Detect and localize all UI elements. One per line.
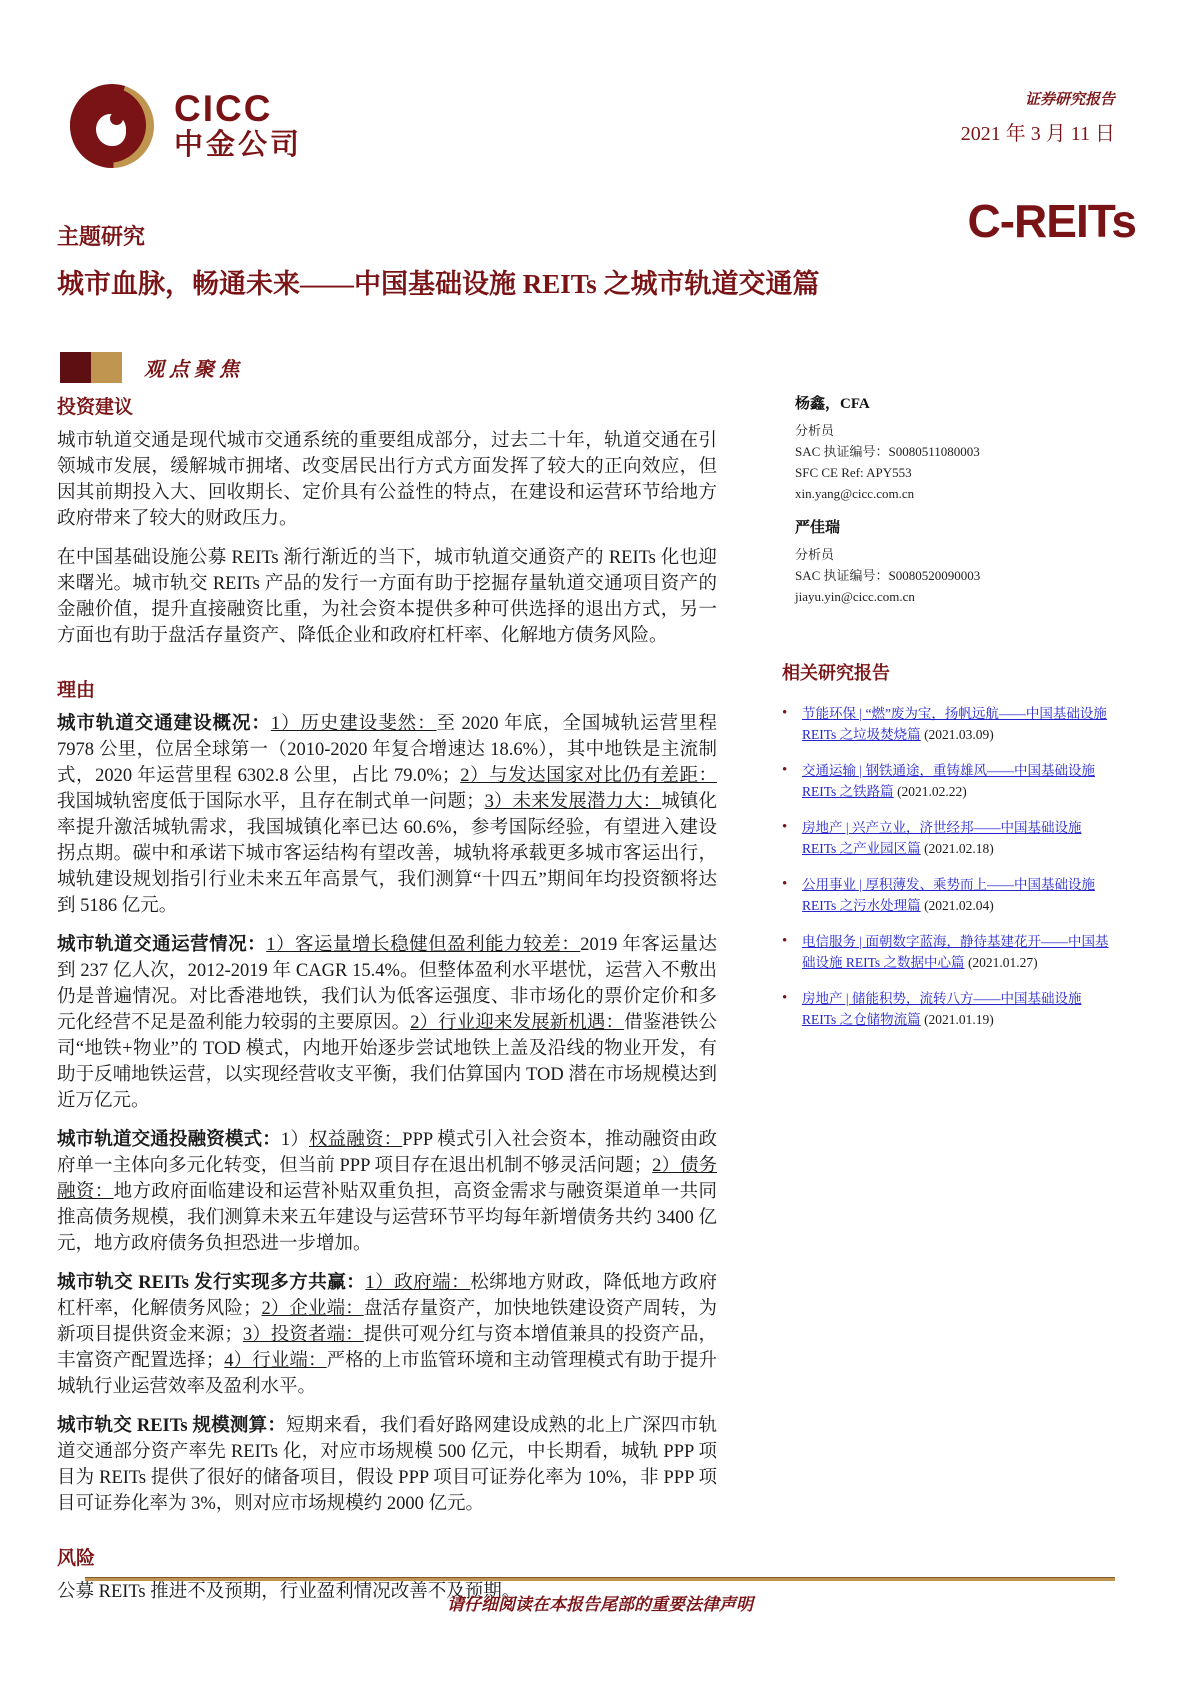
text-run: 盘活存量资产，加快地铁建设资产周转，为新项目提供资金来源；	[57, 1299, 717, 1345]
related-report-link[interactable]: 交通运输 | 钢铁通途，重铸雄风——中国基础设施 REITs 之铁路篇	[802, 763, 1095, 799]
cicc-logo-icon	[70, 84, 154, 168]
text-run: 城市轨交 REITs 发行实现多方共赢：	[57, 1273, 366, 1293]
paragraph	[57, 545, 717, 649]
related-report-text	[802, 703, 1118, 745]
text-run: 1）客运量增长稳健但盈利能力较差：	[266, 935, 581, 955]
related-report-item	[782, 760, 1118, 802]
text-run: 2）与发达国家对比仍有差距：	[460, 766, 717, 786]
text-run: 公募 REITs 推进不及预期，行业盈利情况改善不及预期。	[57, 1582, 521, 1602]
bullet-icon: •	[782, 933, 788, 949]
analyst-detail: SFC CE Ref: APY553	[795, 465, 912, 480]
focus-label: 观点聚焦	[144, 359, 244, 381]
paragraph	[57, 932, 717, 1114]
bullet-icon: •	[782, 876, 788, 892]
product-name: C-REITs	[967, 195, 1136, 247]
text-run: 1）历史建设斐然：	[270, 714, 437, 734]
section-heading: 投资建议	[57, 397, 134, 418]
paragraph	[57, 711, 717, 919]
analyst-name: 杨鑫，CFA	[795, 396, 870, 412]
report-date: 2021 年 3 月 11 日	[960, 123, 1115, 145]
analyst-detail: xin.yang@cicc.com.cn	[795, 486, 915, 501]
bullet-icon: •	[782, 705, 788, 721]
related-report-item	[782, 931, 1118, 973]
text-run: 2019 年客运量达到 237 亿人次，2012-2019 年 CAGR 15.4%。但整体盈利水平堪忧，运营入不敷出仍是普遍情况。对比香港地铁，我们认为低客运强度、非市场化的票价定价和多元化经营不足是盈利能力较弱的主要原因。	[57, 935, 717, 1033]
logo-text	[174, 90, 302, 162]
analyst-detail: SAC 执证编号：S0080511080003	[795, 444, 980, 459]
related-reports	[782, 659, 1118, 1030]
analyst-role: 分析员	[795, 547, 835, 562]
text-run: 城市轨交 REITs 规模测算：	[57, 1416, 287, 1436]
text-run: 城镇化率提升激活城轨需求，我国城镇化率已达 60.6%，参考国际经验，有望进入建设拐点期。碳中和承诺下城市客运结构有望改善，城轨将承载更多城市客运出行，城轨建设规划指引行业未来五年高景气，我们测算“十四五”期间年均投资额将达到 5186 亿元。	[57, 792, 717, 916]
section-reasons	[57, 675, 717, 1517]
related-report-text	[802, 931, 1118, 973]
related-report-text	[802, 760, 1118, 802]
text-run: 1）政府端：	[365, 1273, 471, 1293]
related-reports-list	[782, 703, 1118, 1030]
text-run: 2）债务融资：	[57, 1156, 717, 1202]
text-run: 地方政府面临建设和运营补贴双重负担，高资金需求与融资渠道单一共同推高债务规模，我们测算未来五年建设与运营环节平均每年新增债务共约 3400 亿元，地方政府债务负担恐进一步增加。	[57, 1182, 717, 1254]
report-type-label: 证券研究报告	[1024, 92, 1115, 108]
text-run: 借鉴港铁公司“地铁+物业”的 TOD 模式，内地开始逐步尝试地铁上盖及沿线的物业开发，有助于反哺地铁运营，以实现经营收支平衡，我们估算国内 TOD 潜在市场规模达到近万亿元。	[57, 1013, 717, 1111]
related-report-link[interactable]: 公用事业 | 厚积薄发、乘势而上——中国基础设施 REITs 之污水处理篇	[802, 877, 1095, 913]
related-reports-heading: 相关研究报告	[782, 663, 890, 683]
related-report-date: (2021.01.19)	[920, 1012, 994, 1027]
related-report-link[interactable]: 电信服务 | 面朝数字蓝海，静待基建花开——中国基础设施 REITs 之数据中心篇	[802, 934, 1109, 970]
section-heading: 理由	[57, 680, 96, 701]
gold-square-icon	[91, 352, 122, 383]
bullet-icon: •	[782, 762, 788, 778]
cicc-logo	[70, 84, 302, 168]
report-body	[57, 392, 717, 1605]
related-report-link[interactable]: 节能环保 | “燃”废为宝，扬帆远航——中国基础设施 REITs 之垃圾焚烧篇	[802, 706, 1107, 742]
text-run: 在中国基础设施公募 REITs 渐行渐近的当下，城市轨道交通资产的 REITs 化也迎来曙光。城市轨交 REITs 产品的发行一方面有助于挖掘存量轨道交通项目资产的金融价值，提升直接融资比重，为社会资本提供多种可供选择的退出方式，另一方面也有助于盘活存量资产、降低企业和政府杠杆率、化解地方债务风险。	[57, 548, 717, 646]
related-report-date: (2021.02.04)	[920, 898, 994, 913]
sidebar	[782, 392, 1118, 1045]
text-run: 城市轨道交通投融资模式：	[57, 1130, 281, 1150]
text-run: 3）未来发展潜力大：	[484, 792, 662, 812]
text-run: 权益融资：	[308, 1130, 403, 1150]
analyst-block	[782, 392, 1118, 607]
focus-banner	[60, 352, 244, 383]
logo-swirl-dot	[110, 112, 123, 125]
text-run: 1）	[280, 1130, 309, 1150]
paragraph	[57, 1413, 717, 1517]
text-run: 3）投资者端：	[242, 1325, 364, 1345]
text-run: 我国城轨密度低于国际水平，且存在制式单一问题；	[57, 792, 485, 812]
related-report-item	[782, 703, 1118, 745]
maroon-square-icon	[60, 352, 91, 383]
related-report-text	[802, 988, 1118, 1030]
text-run: PPP 模式引入社会资本，推动融资由政府单一主体向多元化转变，但当前 PPP 项目存在退出机制不够灵活问题；	[57, 1130, 717, 1176]
related-report-text	[802, 874, 1118, 916]
report-category: 主题研究	[57, 224, 146, 249]
header-right	[961, 88, 1115, 146]
related-report-item	[782, 874, 1118, 916]
analyst-role: 分析员	[795, 423, 835, 438]
report-title: 城市血脉，畅通未来——中国基础设施 REITs 之城市轨道交通篇	[57, 269, 820, 299]
analyst-card	[782, 516, 1118, 607]
text-run: 城市轨道交通是现代城市交通系统的重要组成部分，过去二十年，轨道交通在引领城市发展，缓解城市拥堵、改变居民出行方式方面发挥了较大的正向效应，但因其前期投入大、回收期长、定价具有公益性的特点，在建设和运营环节给地方政府带来了较大的财政压力。	[57, 431, 717, 529]
logo-text-en: CICC	[174, 88, 273, 129]
text-run: 严格的上市监管环境和主动管理模式有助于提升城轨行业运营效率及盈利水平。	[57, 1351, 717, 1397]
related-report-date: (2021.03.09)	[920, 727, 994, 742]
footer-divider	[85, 1577, 1115, 1581]
paragraph	[57, 1127, 717, 1257]
related-report-item	[782, 817, 1118, 859]
section-investment-advice	[57, 392, 717, 649]
related-report-date: (2021.02.18)	[920, 841, 994, 856]
paragraph	[57, 1270, 717, 1400]
related-report-date: (2021.02.22)	[893, 784, 967, 799]
related-report-link[interactable]: 房地产 | 兴产立业，济世经邦——中国基础设施 REITs 之产业园区篇	[802, 820, 1082, 856]
text-run: 2）企业端：	[261, 1299, 364, 1319]
text-run: 2）行业迎来发展新机遇：	[410, 1013, 625, 1033]
text-run: 提供可观分红与资本增值兼具的投资产品，丰富资产配置选择；	[57, 1325, 717, 1371]
text-run: 松绑地方财政，降低地方政府杠杆率，化解债务风险；	[57, 1273, 717, 1319]
text-run: 至 2020 年底，全国城轨运营里程 7978 公里，位居全球第一（2010-2020 年复合增速达 18.6%），其中地铁是主流制式，2020 年运营里程 6302.8 公里，占比 79.0%；	[57, 714, 717, 786]
analyst-detail: jiayu.yin@cicc.com.cn	[795, 589, 915, 604]
text-run: 城市轨道交通运营情况：	[57, 935, 267, 955]
analyst-name: 严佳瑞	[795, 520, 841, 536]
analyst-detail: SAC 执证编号：S0080520090003	[795, 568, 981, 583]
bullet-icon: •	[782, 990, 788, 1006]
bullet-icon: •	[782, 819, 788, 835]
legal-disclaimer: 请仔细阅读在本报告尾部的重要法律声明	[447, 1595, 753, 1614]
paragraph	[57, 428, 717, 532]
related-report-item	[782, 988, 1118, 1030]
related-report-text	[802, 817, 1118, 859]
text-run: 短期来看，我们看好路网建设成熟的北上广深四市轨道交通部分资产率先 REITs 化，对应市场规模 500 亿元，中长期看，城轨 PPP 项目为 REITs 提供了很好的储备项目，假设 PPP 项目可证券化率为 10%，非 PPP 项目可证券化率为 3%，则对应市场规模约 2000 亿元。	[57, 1416, 717, 1514]
logo-text-zh: 中金公司	[174, 129, 303, 161]
analyst-card	[782, 392, 1118, 504]
related-report-link[interactable]: 房地产 | 储能积势，流转八方——中国基础设施 REITs 之仓储物流篇	[802, 991, 1082, 1027]
related-report-date: (2021.01.27)	[964, 955, 1038, 970]
text-run: 4）行业端：	[224, 1351, 327, 1371]
section-heading: 风险	[57, 1548, 96, 1569]
text-run: 城市轨道交通建设概况：	[57, 714, 271, 734]
